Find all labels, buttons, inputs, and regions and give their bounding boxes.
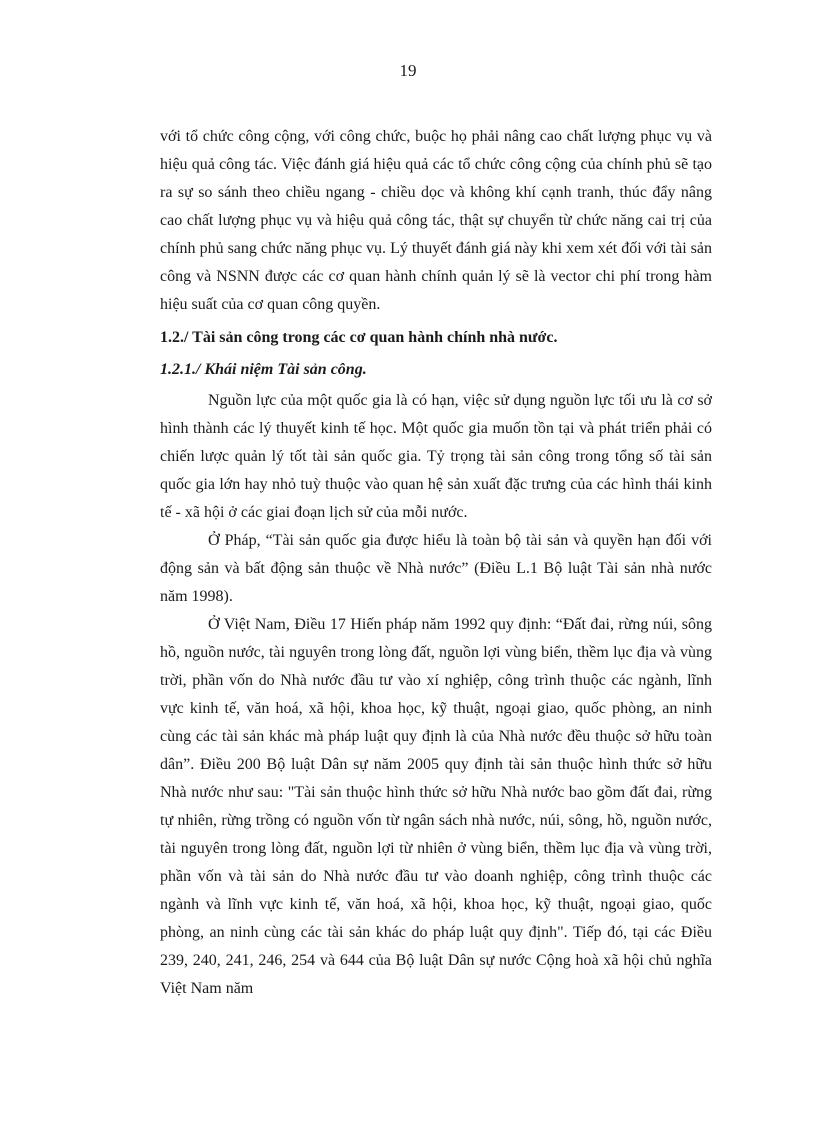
paragraph-vietnam: Ở Việt Nam, Điều 17 Hiến pháp năm 1992 quy định: “Đất đai, rừng núi, sông hồ, nguồn nước, tài nguyên trong lòng đất, nguồn lợi vùng biển, thềm lục địa và vùng trời, phần vốn do Nhà nước đầu tư vào xí nghiệp, công trình thuộc các ngành, lĩnh vực kinh tế, văn hoá, xã hội, khoa học, kỹ thuật, ngoại giao, quốc phòng, an ninh cùng các tài sản khác mà pháp luật quy định là của Nhà nước đều thuộc sở hữu toàn dân”. Điều 200 Bộ luật Dân sự năm 2005 quy định tài sản thuộc hình thức sở hữu Nhà nước như sau: "Tài sản thuộc hình thức sở hữu Nhà nước bao gồm đất đai, rừng tự nhiên, rừng trồng có nguồn vốn từ ngân sách nhà nước, núi, sông, hồ, nguồn nước, tài nguyên trong lòng đất, nguồn lợi từ nhiên ở vùng biển, thềm lục địa và vùng trời, phần vốn và tài sản do Nhà nước đầu tư vào doanh nghiệp, công trình thuộc các ngành và lĩnh vực kinh tế, văn hoá, xã hội, khoa học, kỹ thuật, ngoại giao, quốc phòng, an ninh cùng các tài sản khác do pháp luật quy định". Tiếp đó, tại các Điều 239, 240, 241, 246, 254 và 644 của Bộ luật Dân sự nước Cộng hoà xã hội chủ nghĩa Việt Nam năm: [160, 616, 712, 997]
paragraph-france: Ở Pháp, “Tài sản quốc gia được hiểu là toàn bộ tài sản và quyền hạn đối với động sản và bất động sản thuộc về Nhà nước” (Điều L.1 Bộ luật Tài sản nhà nước năm 1998).: [160, 532, 712, 605]
subsection-heading-1-2-1: 1.2.1./ Khái niệm Tài sản công.: [160, 361, 367, 378]
paragraph-national-resources: Nguồn lực của một quốc gia là có hạn, việc sử dụng nguồn lực tối ưu là cơ sở hình thành các lý thuyết kinh tế học. Một quốc gia muốn tồn tại và phát triển phải có chiến lược quản lý tốt tài sản quốc gia. Tỷ trọng tài sản công trong tổng số tài sản quốc gia lớn hay nhỏ tuỳ thuộc vào quan hệ sản xuất đặc trưng của các hình thái kinh tế - xã hội ở các giai đoạn lịch sử của mỗi nước.: [160, 392, 712, 521]
page-body: [160, 123, 712, 1003]
paragraph-intro: với tổ chức công cộng, với công chức, buộc họ phải nâng cao chất lượng phục vụ và hiệu quả công tác. Việc đánh giá hiệu quả các tổ chức công cộng của chính phủ sẽ tạo ra sự so sánh theo chiều ngang - chiều dọc và không khí cạnh tranh, thúc đẩy nâng cao chất lượng phục vụ và hiệu quả công tác, thật sự chuyển từ chức năng cai trị của chính phủ sang chức năng phục vụ. Lý thuyết đánh giá này khi xem xét đối với tài sản công và NSNN được các cơ quan hành chính quản lý sẽ là vector chi phí trong hàm hiệu suất của cơ quan công quyền.: [160, 128, 712, 313]
section-heading-1-2: 1.2./ Tài sản công trong các cơ quan hành chính nhà nước.: [160, 329, 558, 346]
page-number: 19: [399, 61, 417, 80]
